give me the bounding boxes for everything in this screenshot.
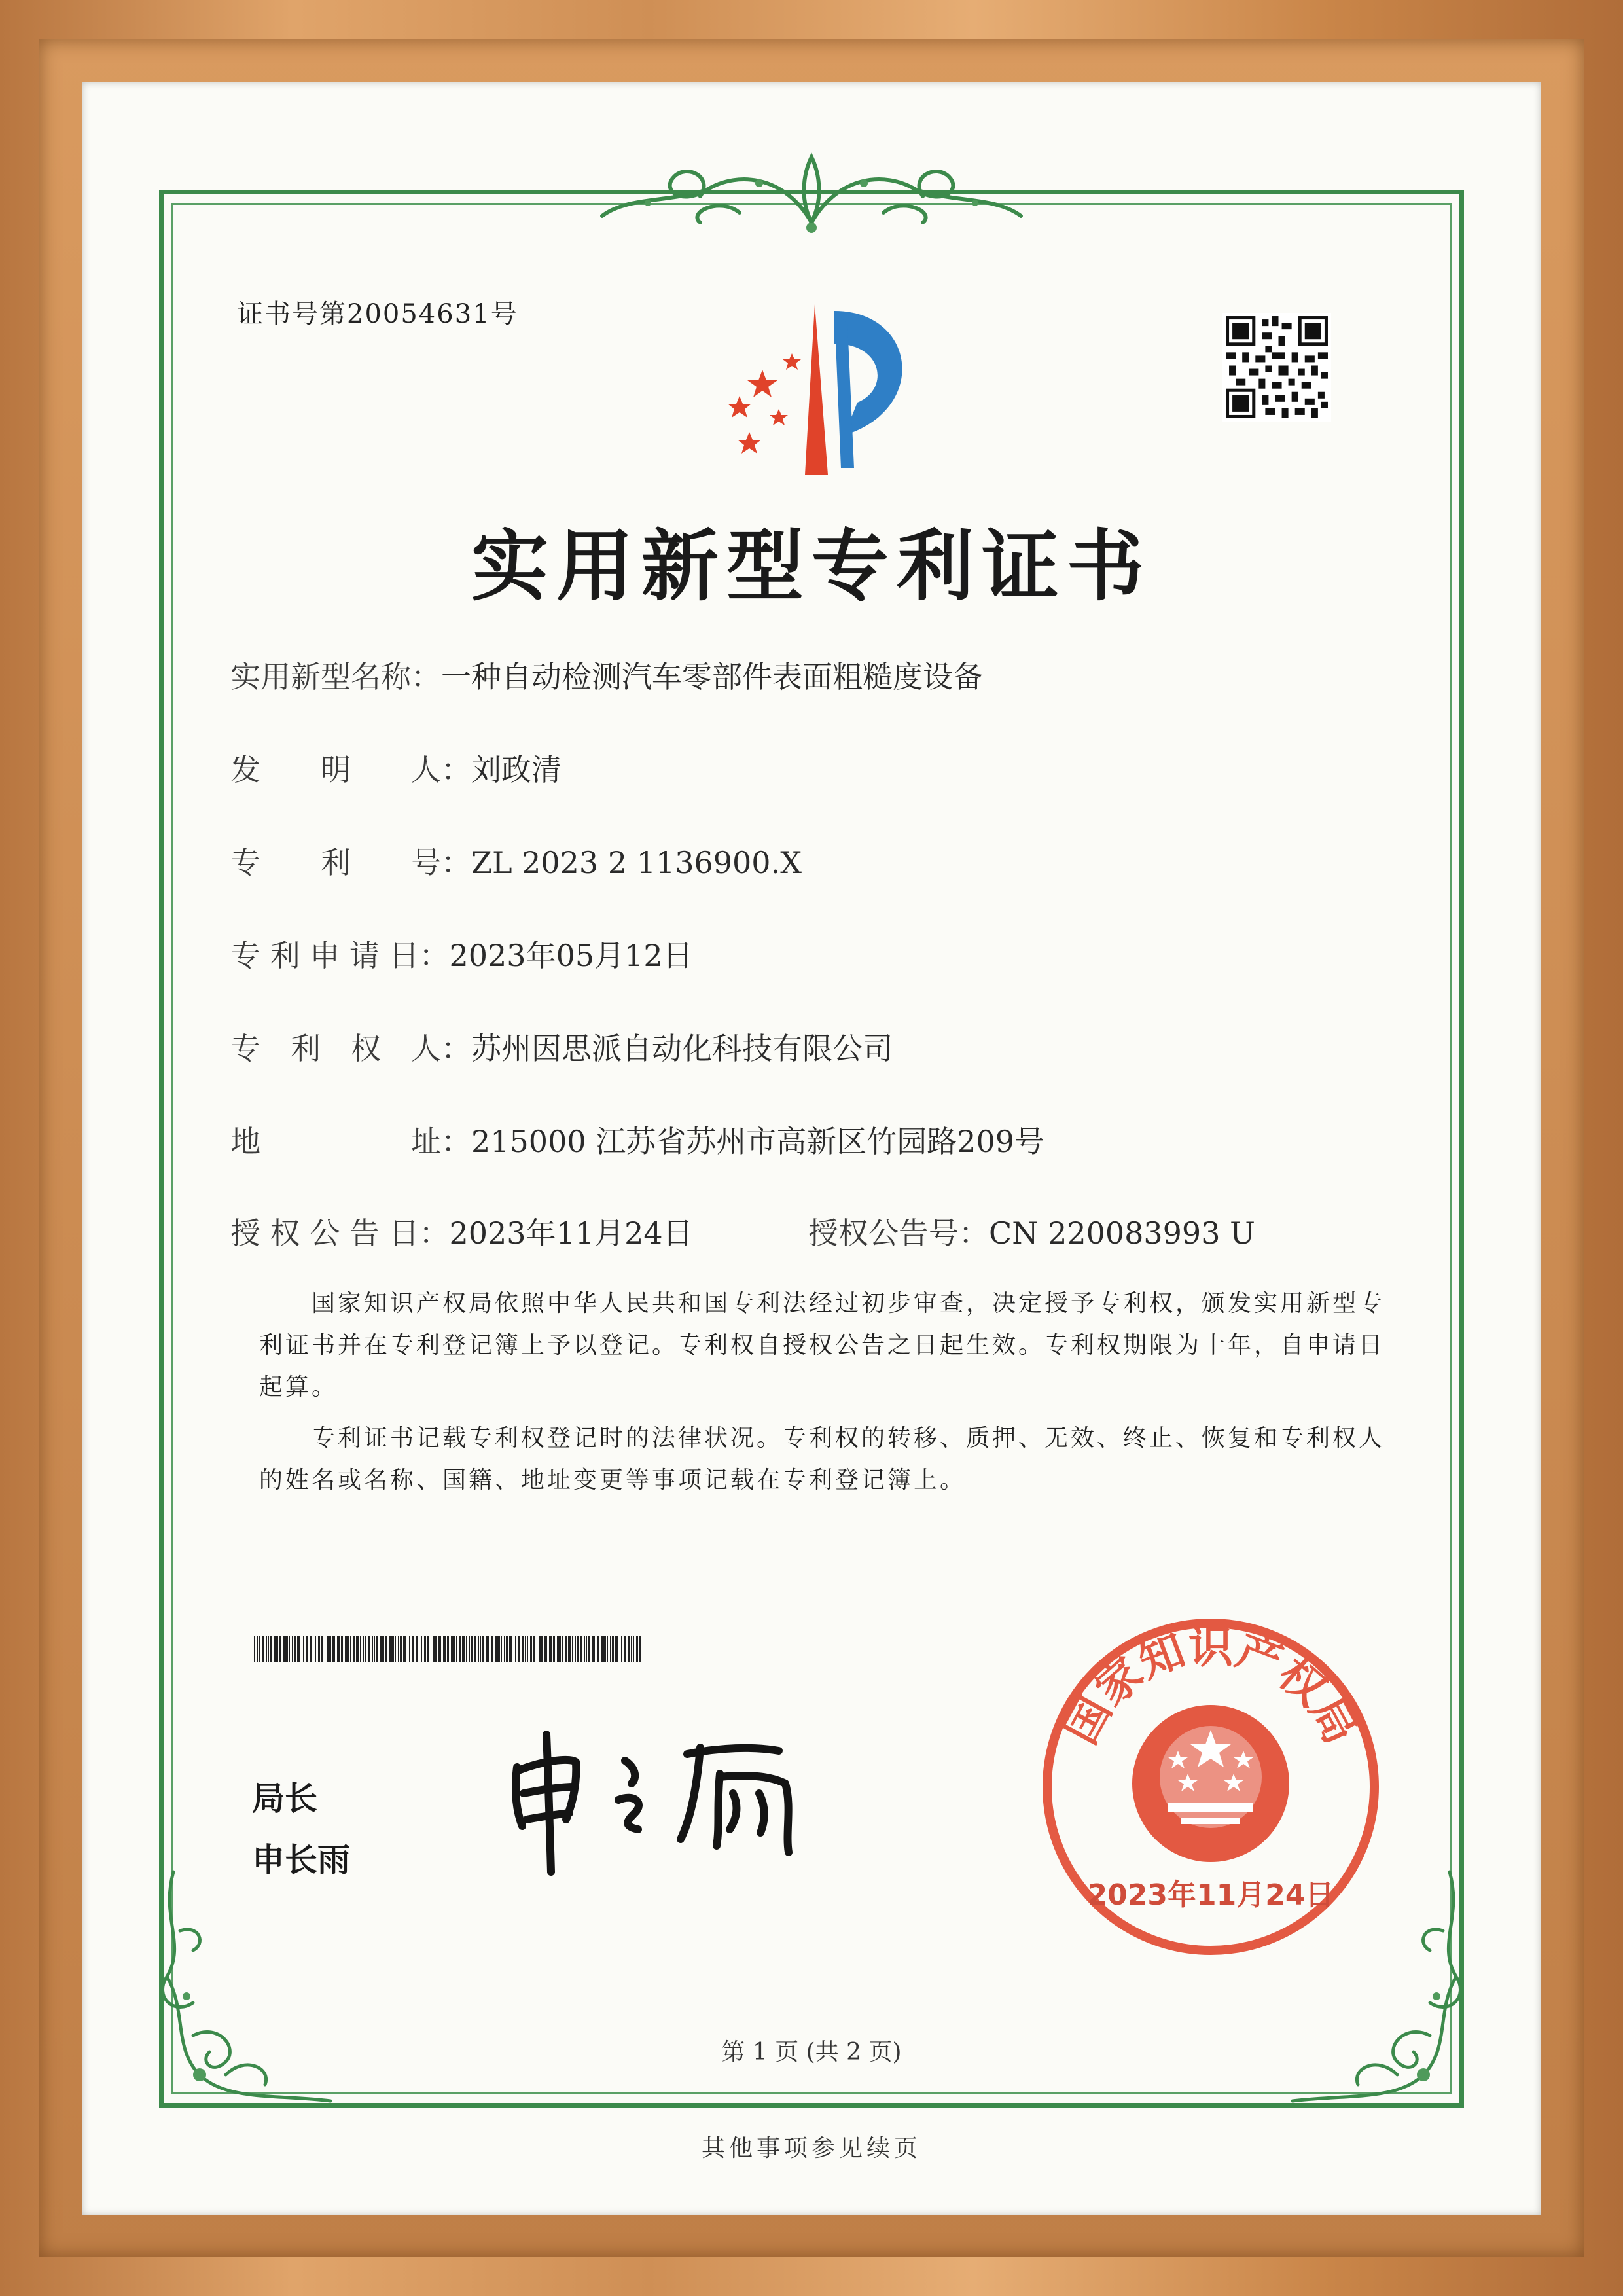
field-value: 215000 江苏省苏州市高新区竹园路209号 — [471, 1124, 1045, 1159]
field-value: 刘政清 — [471, 752, 562, 787]
field-value: ZL 2023 2 1136900.X — [471, 845, 802, 880]
field-label: 发 明 人： — [230, 752, 471, 787]
official-seal — [1037, 1613, 1384, 1960]
field-grant-number — [808, 1210, 1255, 1253]
field-label: 授权公告号： — [808, 1215, 989, 1251]
field-value: 一种自动检测汽车零部件表面粗糙度设备 — [441, 659, 983, 694]
field-application-date — [230, 932, 693, 975]
field-label: 地 址： — [230, 1124, 471, 1159]
field-address — [230, 1118, 1044, 1161]
certificate-number: 证书号第20054631号 — [237, 299, 518, 329]
bottom-left-ornament — [147, 1865, 344, 2114]
field-value: 2023年05月12日 — [449, 938, 693, 973]
top-ornament — [589, 151, 1034, 236]
field-inventor — [230, 746, 562, 789]
barcode-icon — [254, 1636, 647, 1662]
page-number: 第 1 页 (共 2 页) — [721, 2039, 902, 2066]
field-label: 实用新型名称： — [230, 659, 441, 694]
certificate-title: 实用新型专利证书 — [471, 520, 1152, 611]
field-grant-date — [230, 1210, 693, 1253]
statement-paragraph-2: 专利证书记载专利权登记时的法律状况。专利权的转移、质押、无效、终止、恢复和专利权人的姓名或名称、国籍、地址变更等事项记载在专利登记簿上。 — [259, 1425, 1385, 1494]
continued-note: 其他事项参见续页 — [701, 2135, 921, 2162]
signatory-title: 局长 — [252, 1780, 317, 1818]
seal-text: 国家知识产权局 — [1055, 1622, 1366, 1753]
field-value: 苏州因思派自动化科技有限公司 — [471, 1031, 893, 1066]
cnipa-logo-icon — [700, 298, 929, 481]
seal-date: 2023年11月24日 — [1087, 1878, 1334, 1912]
field-utility-model-name — [230, 653, 983, 696]
signatory-name: 申长雨 — [252, 1841, 350, 1879]
field-label: 授 权 公 告 日： — [230, 1215, 450, 1251]
handwritten-signature — [504, 1721, 844, 1878]
qr-code-icon — [1222, 313, 1331, 422]
statement-paragraph-1: 国家知识产权局依照中华人民共和国专利法经过初步审查，决定授予专利权，颁发实用新型专利证书并在专利登记簿上予以登记。专利权自授权公告之日起生效。专利权期限为十年，自申请日起算。 — [259, 1290, 1385, 1401]
field-value: 2023年11月24日 — [449, 1215, 693, 1251]
field-value: CN 220083993 U — [989, 1215, 1255, 1251]
field-label: 专 利 权 人： — [230, 1031, 471, 1066]
field-label: 专 利 申 请 日： — [230, 938, 450, 973]
field-label: 专 利 号： — [230, 845, 471, 880]
field-patentee — [230, 1025, 893, 1068]
field-patent-number — [230, 839, 802, 882]
